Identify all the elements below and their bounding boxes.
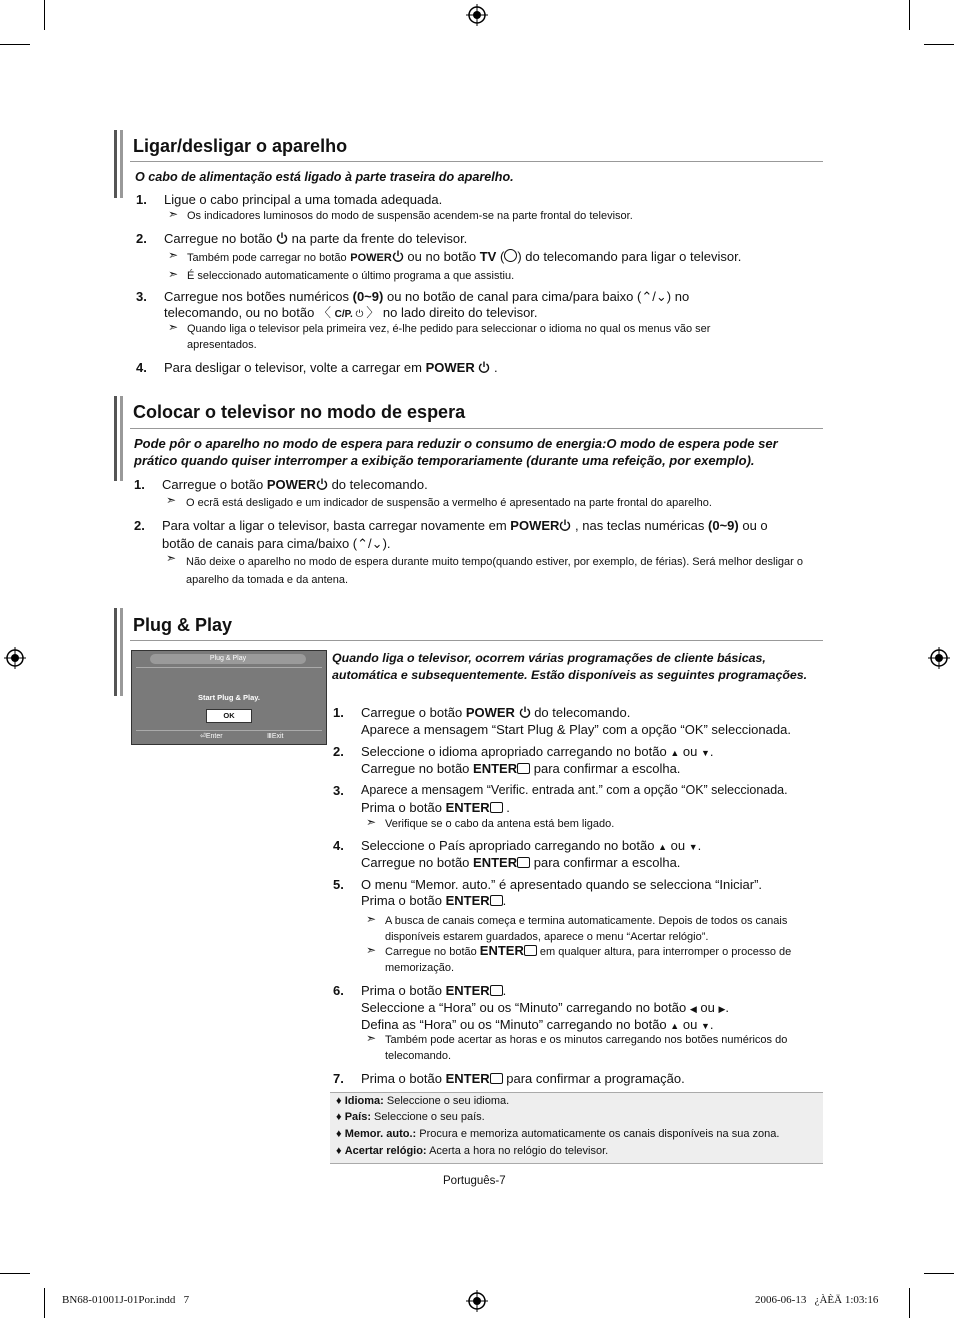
registration-mark-icon [466, 1290, 488, 1312]
crop-mark [0, 1273, 30, 1274]
summary-box [330, 1092, 823, 1164]
step-text-part: Carregue o botão [162, 477, 264, 492]
crop-mark [44, 0, 45, 30]
step-text-part: ou o [742, 518, 768, 533]
step-text-part: ou [670, 838, 686, 853]
step-text-part: para confirmar a escolha. [533, 855, 681, 870]
section-bar [114, 130, 117, 198]
step-number: 3. [136, 289, 147, 304]
section-bar [120, 130, 123, 198]
step-text-part: Carregue no botão [361, 855, 470, 870]
up-arrow-icon: ▲ [670, 1021, 680, 1031]
step-text: Seleccione a “Hora” ou os “Minuto” carregando no botão ◀ ou ▶. [361, 1000, 729, 1015]
channel-up-icon: ⌃ [641, 289, 653, 304]
enter-icon [490, 895, 503, 906]
step-text-part: Seleccione o País apropriado carregando no botão [361, 838, 655, 853]
tv-label: TV [479, 249, 497, 264]
step-number: 4. [136, 360, 147, 375]
tv-button-icon [504, 249, 517, 262]
section-intro: O cabo de alimentação está ligado à parte traseira do aparelho. [135, 170, 514, 184]
step-text: Aparece a mensagem “Verific. entrada ant.” com a opção “OK” seleccionada. [361, 783, 788, 797]
enter-label: ENTER [473, 761, 518, 776]
section-rule [130, 161, 823, 162]
step-number: 2. [136, 231, 147, 246]
step-text-part: telecomando, ou no botão [164, 305, 315, 320]
cp-button-icon: 〈 C/P. ⏻ 〉 [317, 305, 380, 320]
note-text [385, 943, 825, 976]
step-text-part: Prima o botão [361, 1071, 442, 1086]
note-arrow-icon: ➣ [366, 815, 377, 829]
power-icon [559, 519, 571, 531]
down-arrow-icon: ▼ [688, 842, 698, 852]
enter-label: ENTER [445, 983, 490, 998]
step-text-part: do telecomando. [534, 705, 631, 720]
power-label: POWER [266, 477, 316, 492]
step-text: Prima o botão ENTER . [361, 983, 507, 998]
bullet-icon: ♦ [336, 1128, 342, 1140]
step-text-part: Carregue nos botões numéricos [164, 289, 349, 304]
step-text: Prima o botão ENTER . [361, 893, 507, 908]
enter-label: ENTER [445, 800, 490, 815]
step-text: Prima o botão ENTER . [361, 800, 510, 815]
step-text: Seleccione o País apropriado carregando no botão ▲ ou ▼. [361, 838, 702, 853]
step-text [162, 517, 768, 534]
down-arrow-icon: ▼ [700, 748, 710, 758]
power-label: POWER [510, 518, 560, 533]
step-number: 3. [333, 783, 344, 798]
step-text: Defina as “Hora” ou os “Minuto” carregando no botão ▲ ou ▼. [361, 1017, 714, 1032]
step-number: 1. [134, 477, 145, 492]
bullet-icon: ♦ [336, 1111, 342, 1123]
step-text: Para desligar o televisor, volte a carregar em POWER . [164, 360, 498, 375]
channel-up-icon: ⌃ [357, 536, 369, 551]
note-arrow-icon: ➣ [366, 943, 377, 957]
step-text [361, 854, 680, 871]
crop-mark [924, 44, 954, 45]
step-text-part: do telecomando. [331, 477, 428, 492]
section-title: Plug & Play [133, 615, 233, 635]
power-icon [392, 250, 404, 262]
step-text: botão de canais para cima/baixo (⌃/⌄). [162, 536, 391, 551]
step-text [162, 476, 428, 493]
enter-icon [490, 985, 503, 996]
step-number: 2. [134, 518, 145, 533]
step-text-part: , nas teclas numéricas [575, 518, 705, 533]
crop-mark [909, 1288, 910, 1318]
step-text-part: Defina as “Hora” ou os “Minuto” carregando no botão [361, 1017, 667, 1032]
step-text-part: Prima o botão [361, 800, 442, 815]
note-arrow-icon: ➣ [168, 320, 179, 334]
note-arrow-icon: ➣ [168, 267, 179, 281]
step-text: Seleccione o idioma apropriado carregando no botão ▲ ou ▼. [361, 744, 714, 759]
enter-label: ENTER [473, 855, 518, 870]
step-text-part: Carregue o botão [361, 705, 463, 720]
tv-screen-divider [136, 667, 322, 668]
footer-filename: BN68-01001J-01Por.indd 7 [62, 1294, 190, 1306]
step-text-part: ou [682, 1017, 698, 1032]
enter-label: ENTER [479, 943, 524, 958]
tv-enter-hint: ⏎Enter [200, 733, 223, 740]
step-text [361, 704, 630, 721]
tv-screen-title: Plug & Play [150, 654, 306, 664]
step-text-part: para confirmar a programação. [506, 1071, 685, 1086]
registration-mark-icon [466, 4, 488, 26]
note-arrow-icon: ➣ [366, 1031, 377, 1045]
bullet-icon: ♦ [336, 1095, 342, 1107]
section-bar [120, 608, 123, 696]
step-text: Carregue nos botões numéricos (0~9) ou no botão de canal para cima/para baixo (⌃/⌄) no [164, 289, 690, 304]
step-text-part: Para desligar o televisor, volte a carregar em [164, 360, 422, 375]
power-icon [519, 706, 531, 718]
step-text: Ligue o cabo principal a uma tomada adequada. [164, 192, 443, 207]
section-rule [130, 428, 823, 429]
step-text-part: ) no [666, 289, 690, 304]
step-text-part: no lado direito do televisor. [382, 305, 538, 320]
note-part: em qualquer altura, para interromper o processo de memorização. [385, 946, 792, 974]
enter-icon [517, 857, 530, 868]
step-text-part: Carregue no botão [361, 761, 470, 776]
crop-mark [0, 44, 30, 45]
power-label: POWER [350, 252, 392, 264]
section-bar [114, 608, 117, 696]
step-number: 1. [136, 192, 147, 207]
step-number: 1. [333, 705, 344, 720]
step-text-part: ou [682, 744, 698, 759]
note-arrow-icon: ➣ [168, 207, 179, 221]
enter-label: ENTER [445, 893, 490, 908]
enter-icon [517, 763, 530, 774]
step-number: 2. [333, 744, 344, 759]
note-text: É seleccionado automaticamente o último programa a que assistiu. [187, 270, 515, 282]
note-text: Os indicadores luminosos do modo de suspensão acendem-se na parte frontal do televisor. [187, 210, 633, 222]
step-text-part: Seleccione o idioma apropriado carregando no botão [361, 744, 667, 759]
step-number: 4. [333, 838, 344, 853]
note-arrow-icon: ➣ [168, 248, 179, 262]
power-icon [316, 478, 328, 490]
summary-item: ♦ Memor. auto.: Procura e memoriza automaticamente os canais disponíveis na sua zona. [336, 1128, 780, 1140]
crop-mark [44, 1288, 45, 1318]
section-rule [130, 640, 823, 641]
note-text: Não deixe o aparelho no modo de espera durante muito tempo(quando estiver, por exemplo, de férias). Será melhor desligar o aparelho da tomada e da antena. [186, 556, 803, 586]
bullet-icon: ♦ [336, 1145, 342, 1157]
left-arrow-icon: ◀ [689, 1004, 697, 1014]
note-text: Verifique se o cabo da antena está bem ligado. [385, 818, 615, 830]
tv-screen-message: Start Plug & Play. [198, 693, 260, 702]
note-text: Também pode acertar as horas e os minutos carregando nos botões numéricos do telecomando. [385, 1034, 788, 1062]
note-part: Carregue no botão [385, 946, 477, 958]
power-label: POWER [465, 705, 515, 720]
note-arrow-icon: ➣ [166, 493, 177, 507]
section-title: Ligar/desligar o aparelho [133, 136, 348, 156]
power-icon [478, 361, 490, 373]
step-text: O menu “Memor. auto.” é apresentado quando se selecciona “Iniciar”. [361, 877, 763, 892]
footer-timestamp: 2006-06-13 ¿ÀÈÄ 1:03:16 [755, 1294, 879, 1306]
registration-mark-icon [4, 647, 26, 669]
section-intro: Quando liga o televisor, ocorrem várias programações de cliente básicas, automática e subsequentemente. Estão disponíveis as seguintes programações. [332, 651, 808, 682]
channel-down-icon: ⌄ [371, 536, 383, 551]
note-arrow-icon: ➣ [366, 912, 377, 926]
step-text-part: para confirmar a escolha. [533, 761, 681, 776]
step-number: 5. [333, 877, 344, 892]
step-text: Aparece a mensagem “Start Plug & Play” com a opção “OK” seleccionada. [361, 722, 791, 737]
step-text-part: Prima o botão [361, 893, 442, 908]
page-number: Português-7 [443, 1175, 506, 1187]
note-text: Também pode carregar no botão POWER ou no botão TV ( ) do telecomando para ligar o televisor. [187, 249, 742, 264]
step-number: 7. [333, 1071, 344, 1086]
step-text-part: na parte da frente do televisor. [291, 231, 468, 246]
numeric-keys: (0~9) [352, 289, 384, 304]
enter-icon [490, 1073, 503, 1084]
tv-screen-image [131, 650, 327, 745]
summary-item: ♦ Idioma: Seleccione o seu idioma. [336, 1095, 510, 1107]
tv-exit-hint: ⅢExit [267, 733, 284, 740]
power-icon [276, 232, 288, 244]
right-arrow-icon: ▶ [718, 1004, 726, 1014]
note-part: ou no botão [407, 249, 477, 264]
step-text [164, 230, 467, 247]
section-title: Colocar o televisor no modo de espera [133, 402, 466, 422]
crop-mark [909, 0, 910, 30]
section-bar [120, 396, 123, 481]
step-text-part: Para voltar a ligar o televisor, basta carregar novamente em [162, 518, 507, 533]
power-label: POWER [425, 360, 475, 375]
note-text: Quando liga o televisor pela primeira vez, é-lhe pedido para seleccionar o idioma no qual os menus vão ser apresentados. [187, 323, 711, 351]
step-text-part: ou [700, 1000, 715, 1015]
note-part: ) do telecomando para ligar o televisor. [517, 249, 742, 264]
enter-icon [524, 945, 537, 956]
step-text-part: botão de canais para cima/baixo ( [162, 536, 358, 551]
step-text-part: ou no botão de canal para cima/para baixo ( [386, 289, 642, 304]
down-arrow-icon: ▼ [700, 1021, 710, 1031]
crop-mark [924, 1273, 954, 1274]
step-text-part: Carregue no botão [164, 231, 273, 246]
summary-item: ♦ País: Seleccione o seu país. [336, 1111, 485, 1123]
up-arrow-icon: ▲ [670, 748, 680, 758]
note-text: O ecrã está desligado e um indicador de suspensão a vermelho é apresentado na parte frontal do aparelho. [186, 497, 712, 509]
enter-label: ENTER [445, 1071, 490, 1086]
section-bar [114, 396, 117, 481]
step-text [361, 760, 680, 777]
section-intro: Pode pôr o aparelho no modo de espera para reduzir o consumo de energia:O modo de espera pode ser prático quando quiser interromper a exibição temporariamente (durante uma refeição, por exemplo). [134, 436, 778, 468]
channel-down-icon: ⌄ [655, 289, 667, 304]
note-part: Também pode carregar no botão [187, 252, 347, 264]
step-text [361, 1070, 685, 1087]
summary-item: ♦ Acertar relógio: Acerta a hora no relógio do televisor. [336, 1145, 609, 1157]
tv-screen-divider [136, 730, 322, 731]
enter-icon [490, 802, 503, 813]
up-arrow-icon: ▲ [658, 842, 667, 852]
numeric-keys: (0~9) [708, 518, 739, 533]
step-text-part: Seleccione a “Hora” ou os “Minuto” carregando no botão [361, 1000, 687, 1015]
note-arrow-icon: ➣ [166, 551, 177, 565]
tv-ok-button: OK [206, 709, 252, 723]
registration-mark-icon [928, 647, 950, 669]
note-text: A busca de canais começa e termina automaticamente. Depois de todos os canais disponíveis estarem guardados, aparece o menu “Acertar relógio”. [385, 915, 788, 943]
step-number: 6. [333, 983, 344, 998]
step-text-part: ). [382, 536, 391, 551]
step-text-part: Prima o botão [361, 983, 442, 998]
